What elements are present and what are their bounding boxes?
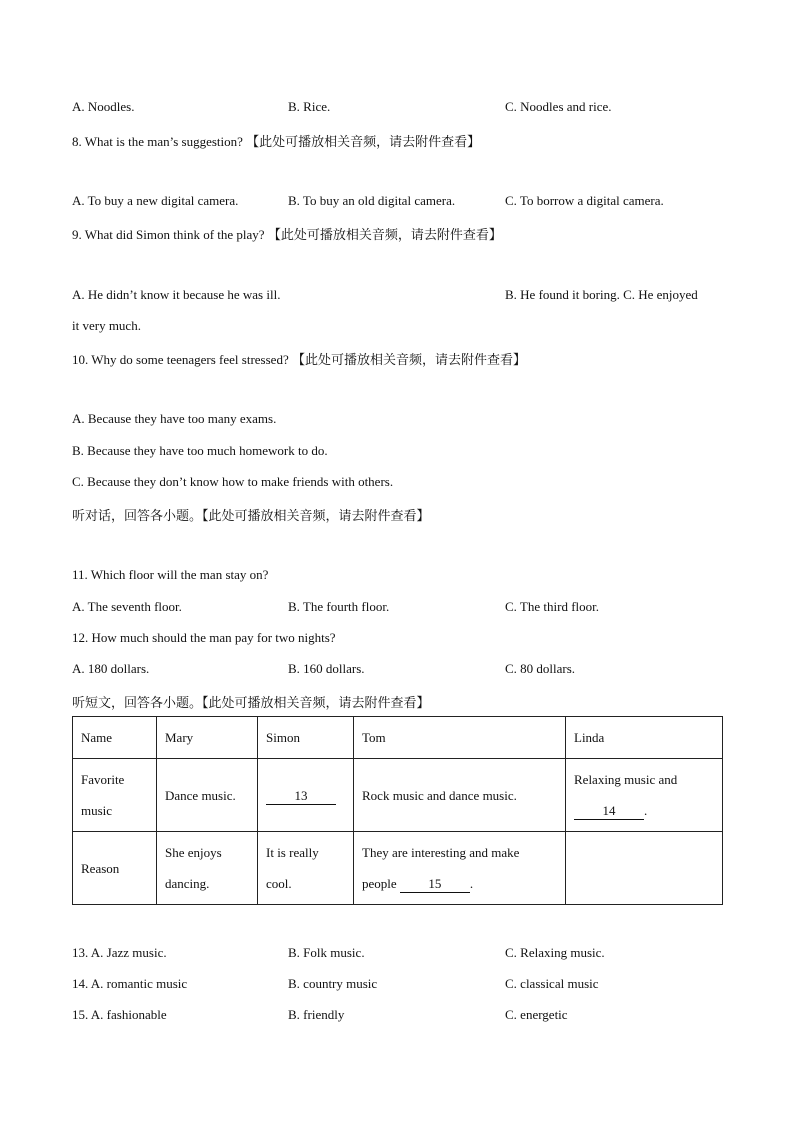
q7-option-c: C. Noodles and rice. <box>505 99 612 114</box>
reason-line: They are interesting and make <box>362 845 520 860</box>
table-header-cell: Name <box>73 717 157 759</box>
table-header-cell: Simon <box>258 717 354 759</box>
blank-13: 13 <box>266 788 336 805</box>
q9-option-a: A. He didn’t know it because he was ill. <box>72 287 281 302</box>
question-8-stem: 8. What is the man’s suggestion? <box>72 134 243 149</box>
linda-music-cell <box>566 759 723 832</box>
blank-15: 15 <box>400 876 470 893</box>
table-header-row <box>73 717 723 759</box>
row-label-line: music <box>81 803 113 818</box>
q7-option-b: B. Rice. <box>288 99 331 114</box>
table-header-cell: Mary <box>157 717 258 759</box>
reason-line: cool. <box>266 876 292 891</box>
reason-line: She enjoys <box>165 845 222 860</box>
table-row-favorite-music <box>73 759 723 832</box>
q15-option-b: B. friendly <box>288 1007 345 1022</box>
period: . <box>644 803 648 818</box>
tom-music-cell: Rock music and dance music. <box>354 759 566 832</box>
blank-14: 14 <box>574 803 644 820</box>
reason-line-2 <box>362 868 557 899</box>
reason-word: people <box>362 876 397 891</box>
audio-link[interactable]: 【此处可播放相关音频，请去附件查看】 <box>246 135 481 150</box>
q8-option-c: C. To borrow a digital camera. <box>505 193 664 208</box>
q10-option-c: C. Because they don’t know how to make friends with others. <box>72 474 394 489</box>
question-10 <box>72 349 526 368</box>
table-header-cell: Linda <box>566 717 723 759</box>
linda-music-line-2 <box>574 795 714 826</box>
mary-reason-cell <box>157 832 258 905</box>
simon-reason-cell <box>258 832 354 905</box>
reason-line: dancing. <box>165 876 210 891</box>
question-12-stem: 12. How much should the man pay for two nights? <box>72 630 336 645</box>
q12-option-a: A. 180 dollars. <box>72 661 150 676</box>
row-label: Reason <box>73 832 157 905</box>
q14-option-c: C. classical music <box>505 976 599 991</box>
q12-option-b: B. 160 dollars. <box>288 661 365 676</box>
q13-option-a: 13. A. Jazz music. <box>72 945 167 960</box>
q14-option-a: 14. A. romantic music <box>72 976 188 991</box>
question-10-stem: 10. Why do some teenagers feel stressed? <box>72 352 289 367</box>
q15-option-c: C. energetic <box>505 1007 568 1022</box>
question-9 <box>72 224 502 243</box>
table-header-cell: Tom <box>354 717 566 759</box>
linda-music-line: Relaxing music and <box>574 772 678 787</box>
passage-section-header: 听短文，回答各小题。【此处可播放相关音频，请去附件查看】 <box>72 696 430 711</box>
q7-option-a: A. Noodles. <box>72 99 135 114</box>
audio-link[interactable]: 【此处可播放相关音频，请去附件查看】 <box>291 353 526 368</box>
question-9-stem: 9. What did Simon think of the play? <box>72 227 265 242</box>
q13-option-b: B. Folk music. <box>288 945 365 960</box>
mary-music-cell: Dance music. <box>157 759 258 832</box>
q15-option-a: 15. A. fashionable <box>72 1007 167 1022</box>
q14-option-b: B. country music <box>288 976 378 991</box>
q12-option-c: C. 80 dollars. <box>505 661 576 676</box>
table-row-reason <box>73 832 723 905</box>
q9-option-c-continued: it very much. <box>72 318 141 333</box>
tom-reason-cell <box>354 832 566 905</box>
row-label-line: Favorite <box>81 772 125 787</box>
period: . <box>469 876 474 891</box>
q10-option-a: A. Because they have too many exams. <box>72 411 277 426</box>
audio-link[interactable]: 【此处可播放相关音频，请去附件查看】 <box>267 228 502 243</box>
music-table <box>72 716 723 905</box>
row-label <box>73 759 157 832</box>
q9-option-bc: B. He found it boring. C. He enjoyed <box>505 287 698 302</box>
q13-option-c: C. Relaxing music. <box>505 945 605 960</box>
dialog-section-header: 听对话，回答各小题。【此处可播放相关音频，请去附件查看】 <box>72 509 430 524</box>
reason-line: It is really <box>266 845 319 860</box>
q11-option-a: A. The seventh floor. <box>72 599 182 614</box>
q8-option-a: A. To buy a new digital camera. <box>72 193 239 208</box>
simon-music-cell <box>258 759 354 832</box>
q8-option-b: B. To buy an old digital camera. <box>288 193 456 208</box>
question-11-stem: 11. Which floor will the man stay on? <box>72 567 269 582</box>
linda-reason-cell <box>566 832 723 905</box>
q11-option-c: C. The third floor. <box>505 599 600 614</box>
q10-option-b: B. Because they have too much homework to do. <box>72 443 328 458</box>
question-8 <box>72 131 480 150</box>
q11-option-b: B. The fourth floor. <box>288 599 390 614</box>
